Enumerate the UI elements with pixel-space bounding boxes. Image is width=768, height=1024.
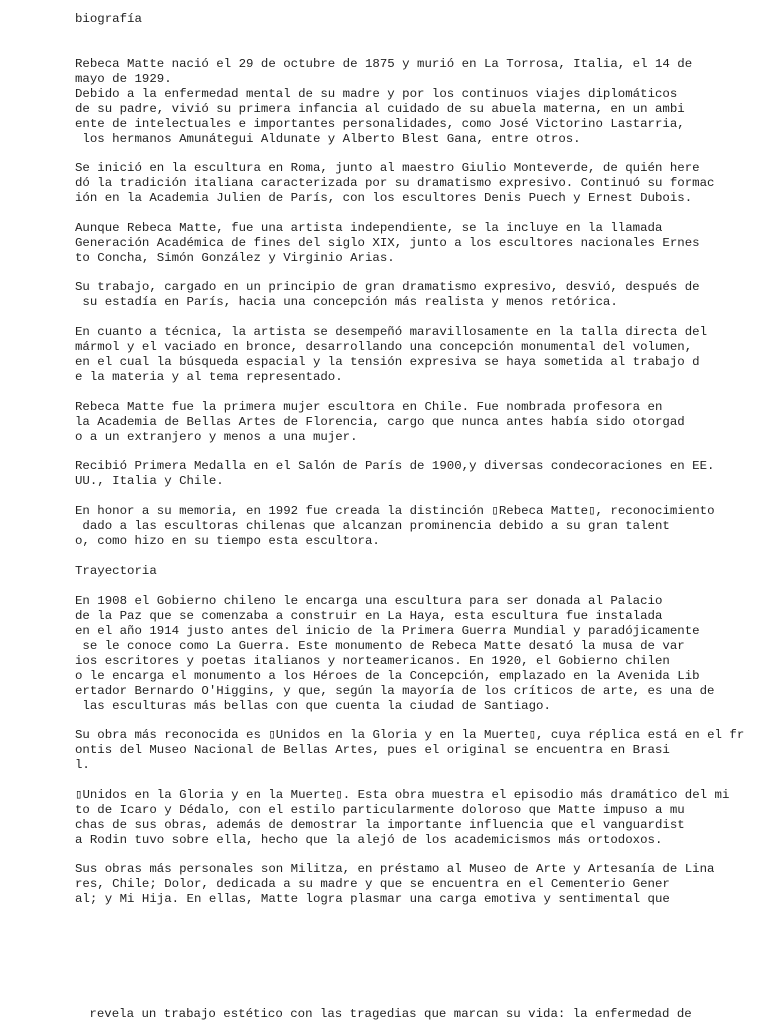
section-heading-trayectoria: Trayectoria (75, 564, 157, 578)
text-line: to Concha, Simón González y Virginio Arias. (75, 251, 395, 265)
text-line: las esculturas más bellas con que cuenta la ciudad de Santiago. (75, 699, 551, 713)
text-line: mármol y el vaciado en bronce, desarrollando una concepción monumental del volumen, (75, 340, 693, 354)
text-line: a Rodin tuvo sobre ella, hecho que la alejó de los academicismos más ortodoxos. (75, 833, 663, 847)
text-line: chas de sus obras, además de demostrar la importante influencia que el vanguardist (75, 818, 685, 832)
text-line: ios escritores y poetas italianos y norteamericanos. En 1920, el Gobierno chilen (75, 654, 670, 668)
text-line: Debido a la enfermedad mental de su madre y por los continuos viajes diplomáticos (75, 87, 678, 101)
text-line: de la Paz que se comenzaba a construir en La Haya, esta escultura fue instalada (75, 609, 663, 623)
text-line: o le encarga el monumento a los Héroes de la Concepción, emplazado en la Avenida Lib (75, 669, 700, 683)
text-line: revela un trabajo estético con las tragedias que marcan su vida: la enfermedad de (82, 1007, 692, 1021)
text-line: to de Icaro y Dédalo, con el estilo particularmente doloroso que Matte impuso a mu (75, 803, 685, 817)
text-line: Su trabajo, cargado en un principio de gran dramatismo expresivo, desvió, después de (75, 280, 700, 294)
text-line: En honor a su memoria, en 1992 fue creada la distinción ▯Rebeca Matte▯, reconocimiento (75, 504, 715, 518)
text-line: Se inició en la escultura en Roma, junto al maestro Giulio Monteverde, de quién here (75, 161, 700, 175)
section-heading-biografia: biografía (75, 12, 142, 26)
text-line: los hermanos Amunátegui Aldunate y Alberto Blest Gana, entre otros. (75, 132, 581, 146)
text-line: en el cual la búsqueda espacial y la tensión expresiva se haya sometida al trabajo d (75, 355, 700, 369)
text-line: ▯Unidos en la Gloria y en la Muerte▯. Esta obra muestra el episodio más dramático del mi (75, 788, 730, 802)
text-line: de su padre, vivió su primera infancia al cuidado de su abuela materna, en un ambi (75, 102, 685, 116)
text-line: Generación Académica de fines del siglo XIX, junto a los escultores nacionales Ernes (75, 236, 700, 250)
text-line: l. (75, 758, 90, 772)
text-line: e la materia y al tema representado. (75, 370, 343, 384)
text-line: UU., Italia y Chile. (75, 474, 224, 488)
text-line: En 1908 el Gobierno chileno le encarga una escultura para ser donada al Palacio (75, 594, 663, 608)
text-line: En cuanto a técnica, la artista se desempeñó maravillosamente en la talla directa del (75, 325, 708, 339)
text-line: en el año 1914 justo antes del inicio de la Primera Guerra Mundial y paradójicamente (75, 624, 700, 638)
text-line: la Academia de Bellas Artes de Florencia, cargo que nunca antes había sido otorgad (75, 415, 685, 429)
text-line: Recibió Primera Medalla en el Salón de París de 1900,y diversas condecoraciones en EE. (75, 459, 715, 473)
text-line: res, Chile; Dolor, dedicada a su madre y que se encuentra en el Cementerio Gener (75, 877, 670, 891)
text-line: Rebeca Matte fue la primera mujer escultora en Chile. Fue nombrada profesora en (75, 400, 663, 414)
text-line: su estadía en París, hacia una concepción más realista y menos retórica. (75, 295, 618, 309)
text-line: dó la tradición italiana caracterizada por su dramatismo expresivo. Continuó su formac (75, 176, 715, 190)
text-line: o, como hizo en su tiempo esta escultora. (75, 534, 380, 548)
text-line: se le conoce como La Guerra. Este monumento de Rebeca Matte desató la musa de var (75, 639, 685, 653)
text-line: Su obra más reconocida es ▯Unidos en la Gloria y en la Muerte▯, cuya réplica está en el fr (75, 728, 745, 742)
text-line: mayo de 1929. (75, 72, 172, 86)
text-line: ertador Bernardo O'Higgins, y que, según la mayoría de los críticos de arte, es una de (75, 684, 715, 698)
text-line: Rebeca Matte nació el 29 de octubre de 1875 y murió en La Torrosa, Italia, el 14 de (75, 57, 693, 71)
text-line: al; y Mi Hija. En ellas, Matte logra plasmar una carga emotiva y sentimental que (75, 892, 670, 906)
text-line: Aunque Rebeca Matte, fue una artista independiente, se la incluye en la llamada (75, 221, 663, 235)
text-line: ontis del Museo Nacional de Bellas Artes, pues el original se encuentra en Brasi (75, 743, 670, 757)
text-line: o a un extranjero y menos a una mujer. (75, 430, 358, 444)
text-line: Sus obras más personales son Militza, en préstamo al Museo de Arte y Artesanía de Lina (75, 862, 715, 876)
text-line: dado a las escultoras chilenas que alcanzan prominencia debido a su gran talent (75, 519, 670, 533)
text-line: ión en la Academia Julien de París, con los escultores Denis Puech y Ernest Dubois. (75, 191, 693, 205)
text-line: ente de intelectuales e importantes personalidades, como José Victorino Lastarria, (75, 117, 685, 131)
